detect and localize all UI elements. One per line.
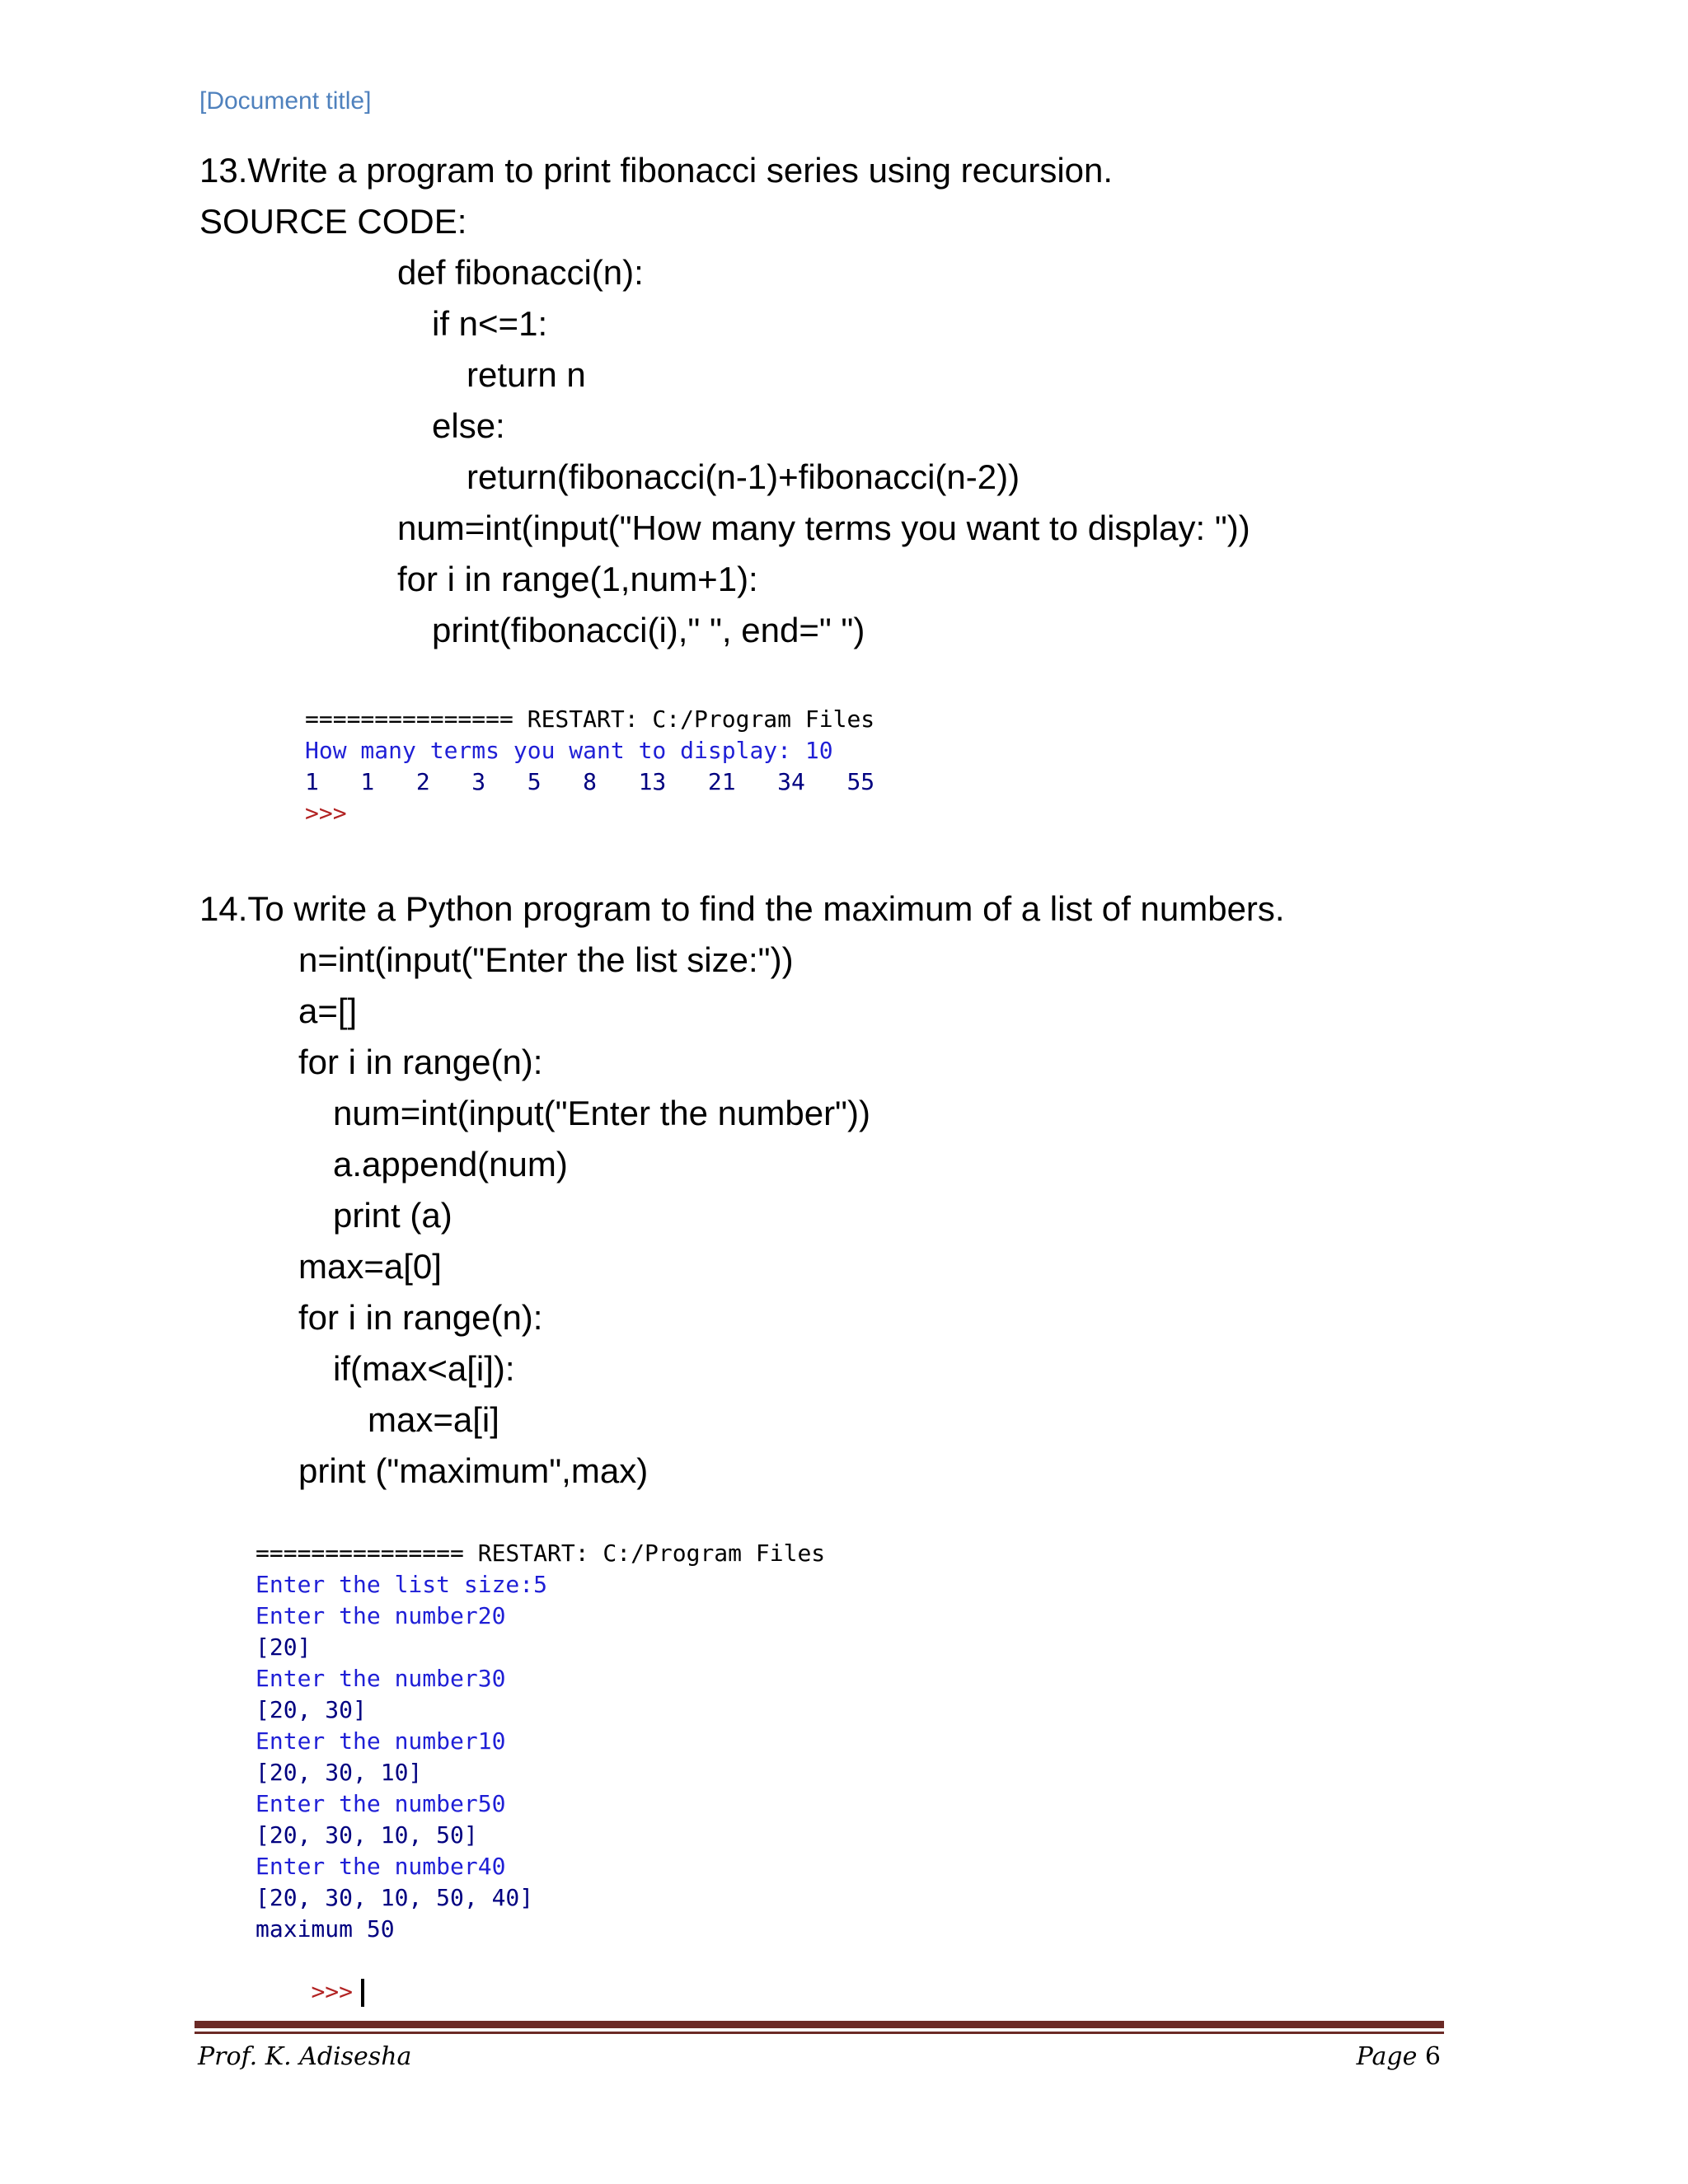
footer-page-number [1357,2042,1441,2071]
console-line: [20, 30, 10, 50] [256,1821,478,1849]
console-line: Enter the list size:5 [256,1571,548,1598]
code-line: num=int(input("How many terms you want to display: ")) [397,509,1250,547]
source-code-label: SOURCE CODE: [199,202,467,241]
section-13-heading: 13.Write a program to print fibonacci series using recursion. [199,151,1114,190]
console-line: [20, 30, 10, 50, 40] [256,1884,534,1911]
footer-author: Prof. K. Adisesha [198,2042,412,2071]
code-line: a=[] [298,991,358,1030]
code-line: n=int(input("Enter the list size:")) [298,940,794,979]
code-line: max=a[i] [368,1400,499,1439]
footer-rule-thin [195,2032,1444,2034]
code-line: return n [467,355,586,394]
document-title: [Document title] [199,87,372,115]
footer-rule [195,2021,1444,2028]
code-line: for i in range(n): [298,1043,543,1081]
code-line: if n<=1: [432,304,548,343]
console-line: Enter the number40 [256,1853,506,1880]
console-prompt-line: How many terms you want to display: 10 [305,737,833,764]
console-line: [20, 30, 10] [256,1759,423,1786]
maximum-console-output [256,1538,882,2005]
console-line: [20] [256,1633,312,1661]
code-line: return(fibonacci(n-1)+fibonacci(n-2)) [467,457,1020,496]
code-line: else: [432,406,505,445]
console-line: Enter the number50 [256,1790,506,1817]
code-line: for i in range(n): [298,1298,543,1337]
console-line: Enter the number20 [256,1602,506,1629]
console-restart-line: =============== RESTART: C:/Program Files [305,705,875,733]
console-prompt: >>> [311,1978,354,2005]
console-line: maximum 50 [256,1915,395,1943]
console-output-line: 1 1 2 3 5 8 13 21 34 55 [305,768,875,795]
page-label: Page [1356,2042,1418,2071]
fibonacci-console-output [305,704,931,827]
code-line: num=int(input("Enter the number")) [333,1094,870,1132]
code-line: if(max<a[i]): [333,1349,515,1388]
code-line: a.append(num) [333,1145,568,1183]
console-prompt: >>> [305,799,347,827]
console-line: [20, 30] [256,1696,367,1723]
section-14-heading: 14.To write a Python program to find the maximum of a list of numbers. [199,889,1285,928]
page-number: 6 [1424,2042,1441,2071]
code-line: print ("maximum",max) [298,1451,649,1490]
code-line: print(fibonacci(i)," ", end=" ") [432,611,865,649]
code-line: max=a[0] [298,1247,442,1286]
console-restart-line: =============== RESTART: C:/Program Files [256,1540,826,1567]
text-cursor [361,1979,364,2007]
code-line: print (a) [333,1196,452,1235]
console-line: Enter the number10 [256,1727,506,1755]
console-line: Enter the number30 [256,1665,506,1692]
code-line: for i in range(1,num+1): [397,560,758,598]
code-line: def fibonacci(n): [397,253,644,292]
